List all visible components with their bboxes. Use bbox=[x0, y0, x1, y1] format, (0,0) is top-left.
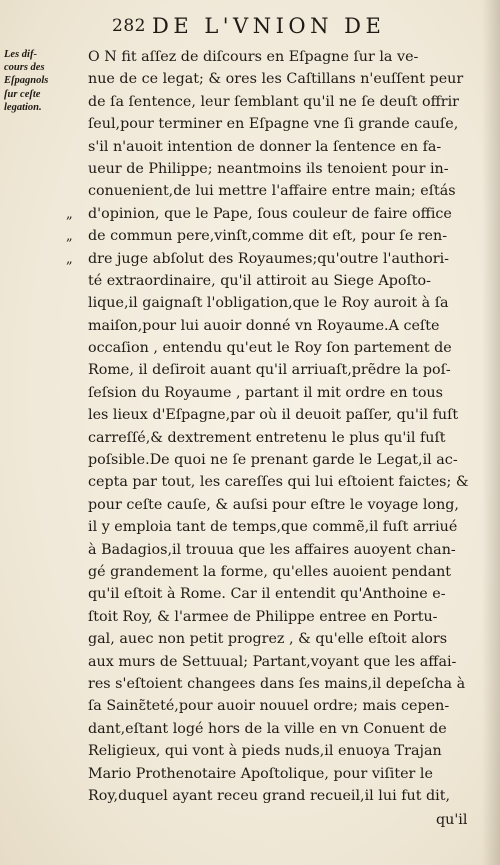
text-line: de ſa ſentence, leur ſemblant qu'il ne ſe deuſt offrir bbox=[88, 93, 460, 110]
catchword: qu'il bbox=[436, 812, 468, 828]
text-line: O N fit aſſez de diſcours en Eſpagne ſur la ve- bbox=[88, 49, 419, 65]
text-line: conuenient,de lui mettre l'affaire entre main; eſtás bbox=[88, 183, 456, 200]
text-line: ueur de Philippe; neantmoins ils tenoient pour in- bbox=[88, 160, 449, 177]
body-text bbox=[88, 46, 484, 807]
text-line: maiſon,pour lui auoir donné vn Royaume.A ceſte bbox=[88, 317, 440, 334]
text-line: gé grandement la forme, qu'elles auoient pendant bbox=[88, 563, 452, 580]
marginal-note-line: cours des bbox=[4, 62, 45, 74]
quotation-mark: „ bbox=[66, 229, 73, 245]
text-line: cepta par tout, les careſſes qui lui eſtoient faictes; & bbox=[88, 474, 469, 491]
text-line: gal, auec non petit progrez , & qu'elle eſtoit alors bbox=[88, 631, 448, 648]
text-line: Rome, il deſiroit auant qu'il arriuaſt,prẽdre la poſ- bbox=[88, 362, 451, 379]
page-edge-shadow bbox=[482, 0, 500, 865]
text-line: dant,eſtant logé hors de la ville en vn Conuent de bbox=[88, 720, 447, 737]
text-line: lique,il gaignaſt l'obligation,que le Roy auroit à ſa bbox=[88, 295, 449, 312]
running-title: DE L'VNION DE bbox=[152, 14, 386, 38]
text-line: il y emploia tant de temps,que commẽ,il fuſt arriué bbox=[88, 519, 458, 536]
page-header bbox=[112, 14, 492, 40]
quotation-mark: „ bbox=[66, 251, 73, 267]
text-line: té extraordinaire, qu'il attiroit au Siege Apoſto- bbox=[88, 272, 431, 289]
text-line: d'opinion, que le Pape, ſous couleur de faire office bbox=[88, 205, 452, 222]
text-line: res s'eſtoient changees dans ſes mains,il depeſcha à bbox=[88, 675, 466, 692]
text-line: de commun pere,vinſt,comme dit eſt, pour ſe ren- bbox=[88, 228, 448, 245]
text-line: ſeul,pour terminer en Eſpagne vne ſi grande cauſe, bbox=[88, 116, 459, 133]
text-line: poſsible.De quoi ne ſe prenant garde le Legat,il ac- bbox=[88, 452, 458, 469]
marginal-note-line: legation. bbox=[4, 101, 42, 113]
text-line: ſa Sainɛ̃teté,pour auoir nouuel ordre; mais cepen- bbox=[88, 698, 450, 715]
marginal-note-line: Eſpagnols bbox=[4, 75, 49, 87]
quotation-mark: „ bbox=[66, 207, 73, 222]
text-line: Religieux, qui vont à pieds nuds,il enuoya Trajan bbox=[88, 743, 442, 760]
text-line: Roy,duquel ayant receu grand recueil,il lui fut dit, bbox=[88, 787, 450, 804]
text-line: aux murs de Settuual; Partant,voyant que les affai- bbox=[88, 653, 457, 670]
text-line: Mario Prothenotaire Apoſtolique, pour viſiter le bbox=[88, 765, 433, 782]
text-line: à Badagios,il trouua que les affaires auoyent chan- bbox=[88, 541, 456, 558]
text-line: s'il n'auoit intention de donner la ſentence en fa- bbox=[88, 138, 442, 155]
marginal-note bbox=[4, 48, 64, 114]
text-line: nue de ce legat; & ores les Caſtillans n'euſſent peur bbox=[88, 71, 464, 88]
page-number: 282 bbox=[112, 16, 146, 36]
quotation-marks bbox=[66, 204, 86, 271]
text-line: dre juge abſolut des Royaumes;qu'outre l'authori- bbox=[88, 250, 450, 267]
text-line: ſeſsion du Royaume , partant il mit ordre en tous bbox=[88, 384, 443, 401]
text-line: les lieux d'Eſpagne,par où il deuoit paſſer, qu'il fuſt bbox=[88, 407, 459, 424]
text-line: ſtoit Roy, & l'armee de Philippe entree en Portu- bbox=[88, 608, 438, 625]
text-line: carreſſé,& dextrement entretenu le plus qu'il fuſt bbox=[88, 429, 446, 446]
marginal-note-line: Les dif- bbox=[4, 49, 37, 60]
text-line: qu'il eſtoit à Rome. Car il entendit qu'Anthoine e- bbox=[88, 586, 446, 603]
marginal-note-line: ſur ceſte bbox=[4, 88, 41, 100]
text-line: occaſion , entendu qu'eut le Roy ſon partement de bbox=[88, 340, 452, 357]
text-line: pour ceſte cauſe, & auſsi pour eſtre le voyage long, bbox=[88, 496, 459, 513]
